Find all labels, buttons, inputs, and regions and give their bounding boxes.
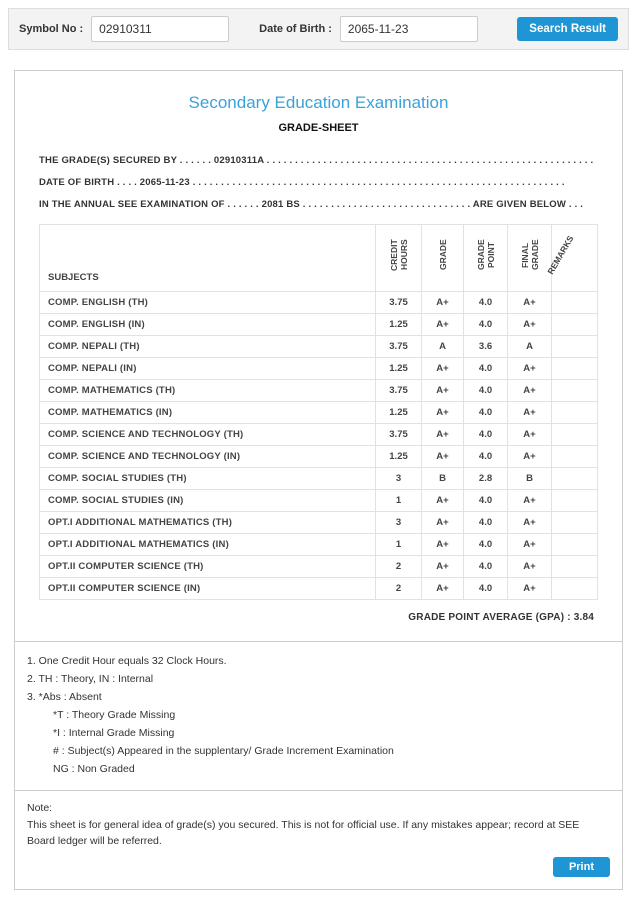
footnote-line: 2. TH : Theory, IN : Internal (27, 673, 154, 685)
grade-point-cell: 4.0 (464, 512, 508, 534)
grade-point-cell: 4.0 (464, 490, 508, 512)
date-of-birth-input[interactable] (340, 16, 478, 42)
gpa-label: GRADE POINT AVERAGE (GPA) : (408, 612, 571, 623)
footnote-line: *T : Theory Grade Missing (53, 709, 176, 721)
table-row (40, 380, 598, 402)
grade-cell: A+ (422, 512, 464, 534)
final-grade-cell: A+ (508, 578, 552, 600)
subject-cell: COMP. ENGLISH (IN) (40, 314, 376, 336)
grade-cell: A (422, 336, 464, 358)
note-label: Note: (27, 802, 53, 814)
final-grade-cell: A+ (508, 402, 552, 424)
credit-hours-cell: 3.75 (376, 292, 422, 314)
grade-point-cell: 3.6 (464, 336, 508, 358)
grade-cell: A+ (422, 490, 464, 512)
remarks-cell (552, 358, 598, 380)
grade-cell: A+ (422, 446, 464, 468)
final-grade-cell: A+ (508, 512, 552, 534)
note-text: This sheet is for general idea of grade(s) you secured. This is not for official use. If any mistakes appear; record at SEE Board ledger will be referred. (27, 819, 580, 847)
subject-cell: COMP. SOCIAL STUDIES (IN) (40, 490, 376, 512)
search-result-button[interactable]: Search Result (517, 17, 618, 41)
subject-cell: COMP. MATHEMATICS (IN) (40, 402, 376, 424)
credit-hours-header: CREDIT HOURS (376, 225, 422, 292)
date-of-birth-line: DATE OF BIRTH . . . . 2065-11-23 . . . . . . . . . . . . . . . . . . . . . . . . . . . . . . . . . . . . . . . . . . . . . . . . . . . . . . . . . . . . . . . . . . (39, 177, 565, 188)
grade-cell: A+ (422, 556, 464, 578)
table-row (40, 534, 598, 556)
credit-hours-cell: 3.75 (376, 336, 422, 358)
final-grade-cell: A+ (508, 380, 552, 402)
grade-point-cell: 4.0 (464, 424, 508, 446)
credit-hours-cell: 3 (376, 512, 422, 534)
remarks-cell (552, 578, 598, 600)
grade-cell: A+ (422, 424, 464, 446)
remarks-cell (552, 468, 598, 490)
symbol-no-label: Symbol No : (19, 23, 84, 35)
grade-point-cell: 4.0 (464, 446, 508, 468)
credit-hours-cell: 1.25 (376, 358, 422, 380)
sheet-title: Secondary Education Examination (188, 93, 449, 112)
grades-table (39, 224, 598, 600)
grade-point-cell: 4.0 (464, 358, 508, 380)
subject-cell: OPT.II COMPUTER SCIENCE (IN) (40, 578, 376, 600)
subject-cell: COMP. MATHEMATICS (TH) (40, 380, 376, 402)
gpa-value: 3.84 (573, 612, 594, 623)
final-grade-cell: A+ (508, 424, 552, 446)
footnote-line: NG : Non Graded (53, 763, 135, 775)
sheet-subtitle: GRADE-SHEET (278, 122, 359, 134)
grade-table-body (40, 292, 598, 600)
remarks-cell (552, 380, 598, 402)
table-row (40, 292, 598, 314)
grade-sheet-card (14, 70, 623, 890)
table-row (40, 314, 598, 336)
subject-cell: COMP. ENGLISH (TH) (40, 292, 376, 314)
grade-point-cell: 2.8 (464, 468, 508, 490)
subject-cell: OPT.II COMPUTER SCIENCE (TH) (40, 556, 376, 578)
final-grade-cell: A+ (508, 534, 552, 556)
credit-hours-cell: 3 (376, 468, 422, 490)
symbol-no-input[interactable] (91, 16, 229, 42)
credit-hours-cell: 1 (376, 534, 422, 556)
footnotes-section (15, 641, 622, 790)
grade-point-cell: 4.0 (464, 314, 508, 336)
subject-cell: COMP. SOCIAL STUDIES (TH) (40, 468, 376, 490)
table-row (40, 556, 598, 578)
final-grade-cell: A+ (508, 358, 552, 380)
print-button[interactable]: Print (553, 857, 610, 877)
grade-point-cell: 4.0 (464, 292, 508, 314)
examination-line: IN THE ANNUAL SEE EXAMINATION OF . . . . . . 2081 BS . . . . . . . . . . . . . . . . . . . . . . . . . . . . . . ARE GIVEN BELOW . . . (39, 199, 584, 210)
credit-hours-cell: 3.75 (376, 424, 422, 446)
secured-by-line: THE GRADE(S) SECURED BY . . . . . . 02910311A . . . . . . . . . . . . . . . . . . . . . . . . . . . . . . . . . . . . . . . . . . . . . . . . . . . . . . . . . . (39, 155, 594, 166)
table-row (40, 336, 598, 358)
grade-point-cell: 4.0 (464, 402, 508, 424)
date-of-birth-label: Date of Birth : (259, 23, 332, 35)
final-grade-cell: A+ (508, 556, 552, 578)
footnote-line: *I : Internal Grade Missing (53, 727, 175, 739)
grade-point-cell: 4.0 (464, 534, 508, 556)
table-row (40, 446, 598, 468)
grade-cell: A+ (422, 534, 464, 556)
table-row (40, 358, 598, 380)
final-grade-cell: A+ (508, 314, 552, 336)
credit-hours-cell: 1.25 (376, 446, 422, 468)
grade-cell: A+ (422, 380, 464, 402)
subject-cell: COMP. NEPALI (TH) (40, 336, 376, 358)
credit-hours-cell: 3.75 (376, 380, 422, 402)
grade-sheet-body (15, 71, 622, 641)
grade-cell: A+ (422, 402, 464, 424)
remarks-cell (552, 292, 598, 314)
grade-point-cell: 4.0 (464, 556, 508, 578)
remarks-cell (552, 402, 598, 424)
credit-hours-cell: 2 (376, 556, 422, 578)
table-row (40, 490, 598, 512)
subject-cell: OPT.I ADDITIONAL MATHEMATICS (TH) (40, 512, 376, 534)
table-row (40, 468, 598, 490)
grade-point-cell: 4.0 (464, 380, 508, 402)
subjects-header: SUBJECTS (40, 225, 376, 292)
table-row (40, 424, 598, 446)
remarks-cell (552, 490, 598, 512)
grade-cell: A+ (422, 358, 464, 380)
subject-cell: COMP. SCIENCE AND TECHNOLOGY (TH) (40, 424, 376, 446)
credit-hours-cell: 2 (376, 578, 422, 600)
remarks-header: REMARKS (552, 225, 598, 292)
grade-cell: A+ (422, 578, 464, 600)
footnote-line: # : Subject(s) Appeared in the supplentary/ Grade Increment Examination (53, 745, 394, 757)
final-grade-header: FINAL GRADE (508, 225, 552, 292)
grade-cell: B (422, 468, 464, 490)
footnote-line: 1. One Credit Hour equals 32 Clock Hours. (27, 655, 227, 667)
final-grade-cell: B (508, 468, 552, 490)
grade-point-header: GRADE POINT (464, 225, 508, 292)
remarks-cell (552, 534, 598, 556)
final-grade-cell: A+ (508, 292, 552, 314)
table-row (40, 402, 598, 424)
remarks-cell (552, 556, 598, 578)
final-grade-cell: A+ (508, 446, 552, 468)
table-header-row (40, 225, 598, 292)
subject-cell: COMP. NEPALI (IN) (40, 358, 376, 380)
print-button-row (27, 857, 610, 877)
credit-hours-cell: 1.25 (376, 314, 422, 336)
credit-hours-cell: 1 (376, 490, 422, 512)
grade-cell: A+ (422, 292, 464, 314)
gpa-row (43, 612, 594, 623)
credit-hours-cell: 1.25 (376, 402, 422, 424)
final-grade-cell: A (508, 336, 552, 358)
grade-point-cell: 4.0 (464, 578, 508, 600)
remarks-cell (552, 314, 598, 336)
remarks-cell (552, 446, 598, 468)
footnote-line: 3. *Abs : Absent (27, 691, 102, 703)
table-row (40, 578, 598, 600)
search-bar (8, 8, 629, 50)
remarks-cell (552, 424, 598, 446)
subject-cell: OPT.I ADDITIONAL MATHEMATICS (IN) (40, 534, 376, 556)
header-lines (39, 150, 598, 216)
grade-header: GRADE (422, 225, 464, 292)
remarks-cell (552, 512, 598, 534)
subject-cell: COMP. SCIENCE AND TECHNOLOGY (IN) (40, 446, 376, 468)
final-grade-cell: A+ (508, 490, 552, 512)
table-row (40, 512, 598, 534)
grade-cell: A+ (422, 314, 464, 336)
note-section (15, 790, 622, 889)
remarks-cell (552, 336, 598, 358)
